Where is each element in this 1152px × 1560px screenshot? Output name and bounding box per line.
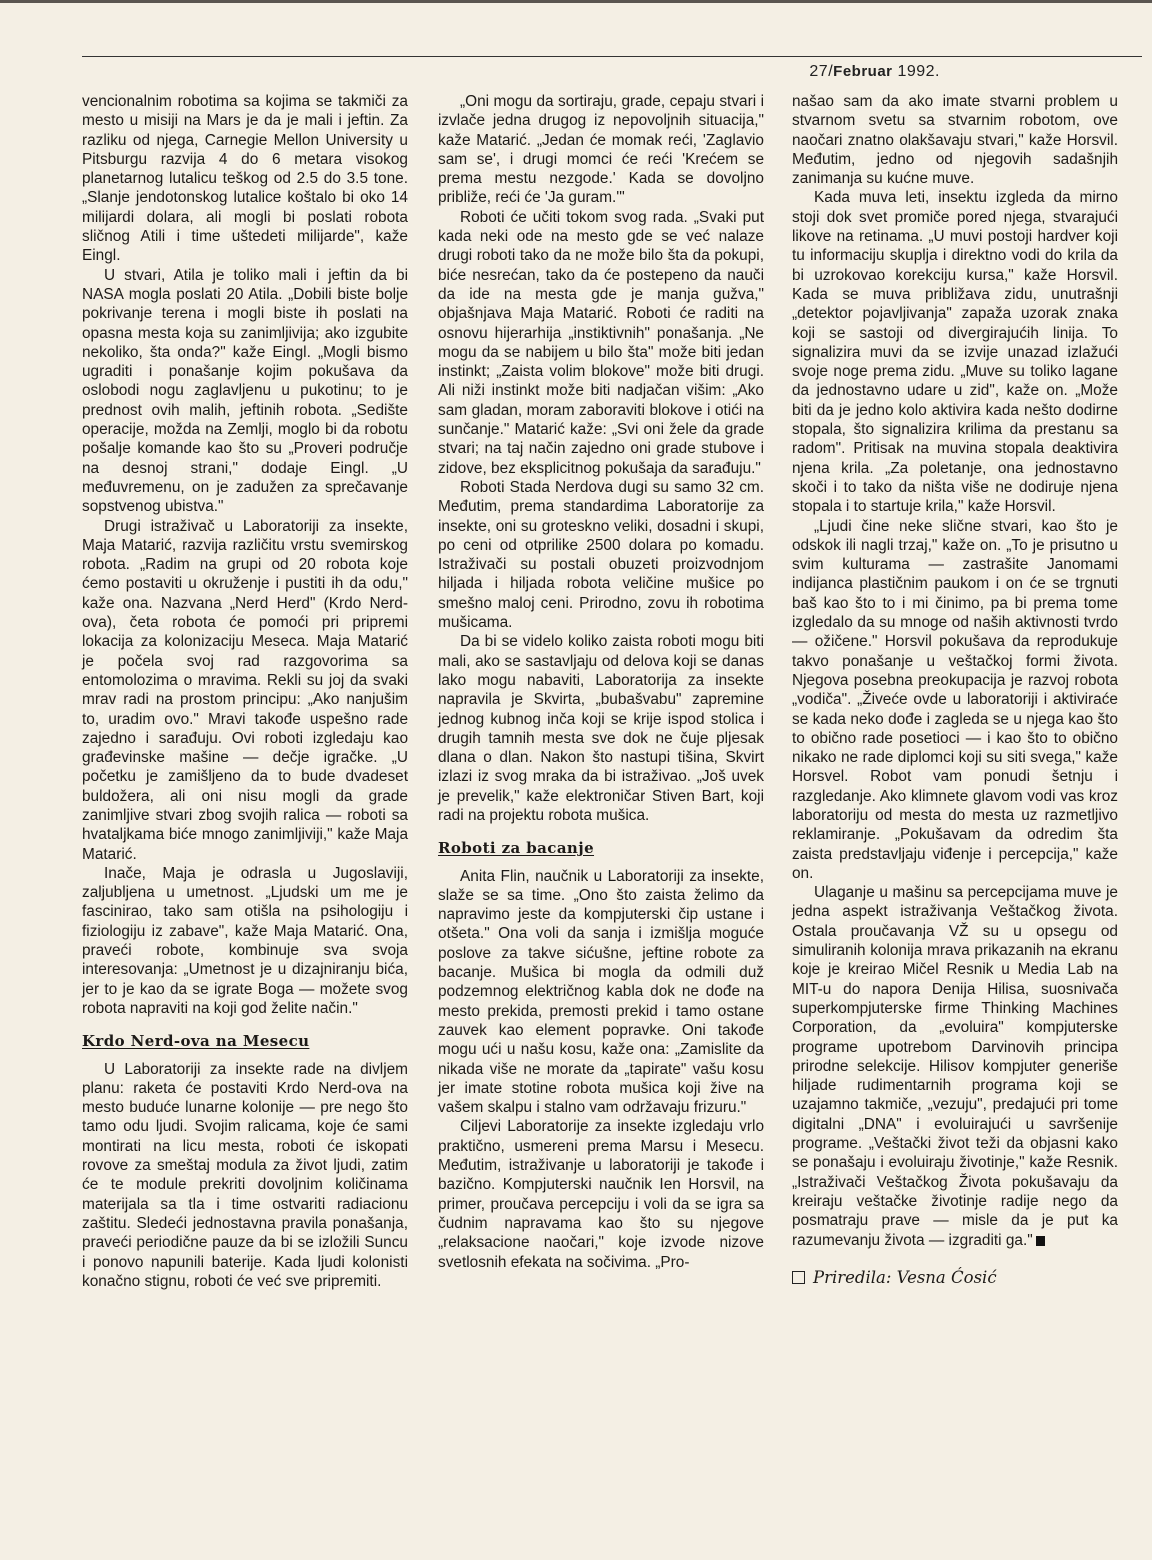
col1-paragraph: U stvari, Atila je toliko mali i jeftin da bi NASA mogla poslati 20 Atila. „Dobili biste bolje pokrivanje terena i mogli biste ih poslati na opasna mesta koja su zanimljivija; ako izgubite nekoliko, šta onda?" kaže Eingl. „Mogli bismo ugraditi i ponašanje kojim pokušava da oslobodi nogu zaglavljenu u pukotinu; to je prednost ovih malih, jeftinih robota. „Sedište operacije, možda na Zemlji, moglo bi da robotu pošalje komande kao što su „Proveri područje na desnoj strani," dodaje Eingl. „U međuvremenu, on je zadužen za sprečavanje sopstvenog ubistva." — [82, 266, 408, 516]
page-month: Februar — [833, 63, 893, 80]
byline — [792, 1268, 1118, 1287]
col2-paragraph: Ciljevi Laboratorije za insekte izgledaju vrlo praktično, usmereni prema Marsu i Mesecu. Međutim, istraživanje u laboratoriji je takođe i bazično. Kompjuterski naučnik Ien Horsvil, na primer, proučava percepciju i voli da se igra sa čudnim napravama kao što su njegove „relaksacione naočari," koje izvode nizove svetlosnih efekata na sočivima. „Pro- — [438, 1118, 764, 1271]
col3-paragraph: Kada muva leti, insektu izgleda da mirno stoji dok svet promiče pored njega, stvarajući likove na retinama. „U muvi postoji hardver koji tu informaciju skuplja i direktno vodi do krila da bi uzrokovao korekciju kursa," kaže Horsvil. Kada se muva približava zidu, unutrašnji „detektor pojavljivanja" zapaža uzorak znaka koji se sastoji od divergirajućih linija. To signalizira muvi da se izvije unazad izlažući svoje noge prema zidu. „Muve su toliko lagane da jednostavno udare u zid", kaže on. „Može biti da je jedno kolo aktivira kada nešto dodirne stopala, što signalizira krilima da prestanu sa radom". Pritisak na muvina stopala deaktivira njena krila. „Za poletanje, ona jednostavno skoči i to tako da ništa više ne dodiruje njena stopala i to startuje krila," kaže Horsvil. — [792, 189, 1118, 516]
page-year: 1992. — [892, 63, 940, 80]
column-2 — [438, 92, 764, 1272]
col1-paragraph: Drugi istraživač u Laboratoriji za insekte, Maja Matarić, razvija različitu vrstu svemirskog robota. „Radim na grupi od 20 robota koje ćemo postaviti u okruženje i pustiti ih da odu," kaže ona. Nazvana „Nerd Herd" (Krdo Nerd-ova), četa robota će pomoći pri pripremi lokacija za kolonizaciju Meseca. Maja Matarić je počela svoj rad razgovorima sa entomolozima o mravima. Rekli su joj da svaki mrav radi na prostom principu: „Ako nanjušim to, uradim ovo." Mravi takođe uspešno rade zajedno i sarađuju. Ovi roboti izgledaju kao građevinske mašine — dečje igračke. „U početku je zamišljeno da to bude dvadeset buldožera, ali oni nisu mogli da grade zanimljive stvari zbog svojih ralica — roboti sa hvataljkama biće mnogo zanimljiviji," kaže Maja Matarić. — [82, 517, 408, 863]
column-3 — [792, 92, 1118, 1287]
col2-paragraph: Roboti će učiti tokom svog rada. „Svaki put kada neki ode na mesto gde se već nalaze drugi roboti tako da ne može bilo šta da pokupi, biće nesrećan, tako da će postepeno da nauči da ide na mesta gde je manja gužva," objašnjava Maja Matarić. Roboti će raditi na osnovu hijerarhija „instiktivnih" ponašanja. „Ne mogu da se nabijem u bilo šta" može biti jedan instinkt; „Zaista volim blokove" može biti drugi. Ali niži instinkt može biti nadjačan višim: „Ako sam gladan, moram zaboraviti blokove i otići na sunčanje." Matarić kaže: „Svi oni žele da grade stvari; na taj način zajedno oni grade stubove i zidove, bez eksplicitnog pokušaja da sarađuju." — [438, 208, 764, 477]
checkbox-square-icon — [792, 1271, 805, 1284]
col1-paragraph: U Laboratoriji za insekte rade na divljem planu: raketa će postaviti Krdo Nerd-ova na mesto buduće lunarne kolonije — pre nego što tamo odu ljudi. Svojim ralicama, koje će sami montirati na licu mesta, roboti će iskopati rovove za smeštaj modula za život ljudi, zatim će te module prekriti dovoljnim količinama materijala sa tla i time ostvariti radiacionu zaštitu. Sledeći jednostavna pravila ponašanja, praveći periodične pauze da bi se izložili Suncu i ponovo napunili baterije. Kada ljudi kolonisti konačno stignu, roboti će već sve pripremiti. — [82, 1060, 408, 1290]
col2-paragraph: Anita Flin, naučnik u Laboratoriji za insekte, slaže se sa time. „Ono što zaista želimo da napravimo jeste da kompjuterski čip ustane i otšeta." Ona voli da sanja i izmišlja moguće poslove za takve sićušne, jeftine robote za bacanje. Mušica bi mogla da odmili duž podzemnog električnog kabla dok ne dođe na mesto prekida, premosti prekid i tamo ostane zauvek kao element popravke. Oni takođe mogu ući u našu kosu, kaže ona: „Zamislite da nikada više ne morate da „tapirate" vašu kosu jer imate stotine robota mušica koji žive na vašem skalpu i stalno vam održavaju frizuru." — [438, 867, 764, 1117]
col3-last-text: Ulaganje u mašinu sa percepcijama muve je jedna aspekt istraživanja Veštačkog života. Ostala proučavanja VŽ su u opsegu od simuliranih kolonija mrava prikazanih na ekranu koje je kreirao Mičel Resnik u Media Lab na MIT-u do napora Denija Hilisa, suosnivača superkompjuterske firme Thinking Machines Corporation, da „evoluira" kompjuterske programe upotrebom Darvinovih principa prirodne selekcije. Hilisov kompjuter generiše hiljade rudimentarnih programa koji se uzajamno takmiče, „vezuju", predajući pri tome digitalni „DNA" i evoluirajući u savršenije programe. „Veštački život teži da objasni kako se ponašaju i evoluiraju životinje," kaže Resnik. „Istraživači Veštačkog Života pokušavaju da kreiraju veštačke životinje radije nego da posmatraju prave — misle da je put ka razumevanju života — izgraditi ga." — [792, 884, 1118, 1249]
col2-paragraph: Roboti Stada Nerdova dugi su samo 32 cm. Međutim, prema standardima Laboratorije za insekte, oni su groteskno veliki, dosadni i skupi, po ceni od otprilike 2500 dolara po komadu. Istraživači su postali obuzeti proizvodnjom hiljada i hiljada robota veličine mušice po smešno maloj ceni. Prirodno, zovu ih robotima mušicama. — [438, 478, 764, 632]
col2-paragraph: „Oni mogu da sortiraju, grade, cepaju stvari i izvlače jedna drugog iz nepovoljnih situacija," kaže Matarić. „Jedan će momak reći, 'Zaglavio sam se', i drugi momci će reći 'Krećem se prema mestu nezgode.' Kada se dovoljno približe, reći će 'Ja guram.'" — [438, 93, 764, 207]
page-number — [809, 63, 940, 81]
end-of-article-icon — [1036, 1236, 1045, 1246]
top-border — [0, 0, 1152, 3]
col3-paragraph-last — [792, 883, 1118, 1250]
byline-text: Priredila: Vesna Ćosić — [813, 1267, 997, 1287]
header-rule — [82, 56, 1142, 57]
col3-paragraph: našao sam da ako imate stvarni problem u stvarnom svetu sa stvarnim robotom, ove naočari znatno olakšavaju stvari," kaže Horsvil. Međutim, jedno od njegovih sadašnjih zanimanja su kućne muve. — [792, 93, 1118, 188]
col1-paragraph: Inače, Maja je odrasla u Jugoslaviji, zaljubljena u umetnost. „Ljudski um me je fascinirao, tako sam otišla na psihologiju i fiziologiju iz zabave", kaže Maja Matarić. Ona, praveći robote, kombinuje sva svoja interesovanja: „Umetnost je u dizajniranju bića, jer to je kao da se igrate Boga — možete svog robota napraviti na koji god želite način." — [82, 864, 408, 1017]
col1-paragraph: vencionalnim robotima sa kojima se takmiči za mesto u misiji na Mars je da je mali i jeftin. Za razliku od njega, Carnegie Mellon University u Pitsburgu razvija 4 do 6 metara visokog planetarnog lutalicu teškog od 2.5 do 3.5 tone. „Slanje jendotonskog lutalice koštalo bi oko 14 milijardi dolara, ali mogli bi poslati robota sličnog Atili i time uštedeti milijarde", kaže Eingl. — [82, 93, 408, 265]
col2-paragraph: Da bi se videlo koliko zaista roboti mogu biti mali, ako se sastavljaju od delova koji se danas lako mogu nabaviti, Laboratorija za insekte napravila je Skvirta, „bubašvabu" zapremine jednog kubnog inča koji se krije ispod stolica i drugih tamnih mesta sve dok ne čuje pljesak dlana o dlan. Nakon što nastupi tišina, Skvirt izlazi iz svog mraka da bi istraživao. „Još uvek je prevelik," kaže elektroničar Stiven Bart, koji radi na projektu robota mušica. — [438, 633, 764, 824]
subhead-throwaway-robots: Roboti za bacanje — [438, 839, 595, 858]
subhead-nerd-herd: Krdo Nerd-ova na Mesecu — [82, 1032, 310, 1051]
page-number-value: 27/ — [809, 63, 834, 80]
column-1 — [82, 92, 408, 1291]
col3-paragraph: „Ljudi čine neke slične stvari, kao što je odskok ili nagli trzaj," kaže on. „To je prisutno u svim kulturama — zastrašite Janomami indijanca plastičnim paukom i on će se trgnuti baš kao što to i mi činimo, pa bi prema tome izgledalo da su mnoge od naših aktivnosti tvrdo — ožičene." Horsvil pokušava da reprodukuje takvo ponašanje u veštačkoj formi života. Njegova posebna preokupacija je razvoj robota „vodiča". „Živeće ovde u laboratoriji i aktiviraće se kada neko dođe i zagleda se u njega kao što to obično rade posetioci — i kao što to obično nikako ne rade diplomci koji su siti svega," kaže Horsvel. Robot vam ponudi šetnju i razgledanje. Ako klimnete glavom vodi vas kroz laboratoriju od mesta do mesta uz razmetljivo reklamiranje. „Pokušavam da odredim šta zaista predstavljaju viđenje i percepcija," kaže on. — [792, 517, 1118, 882]
